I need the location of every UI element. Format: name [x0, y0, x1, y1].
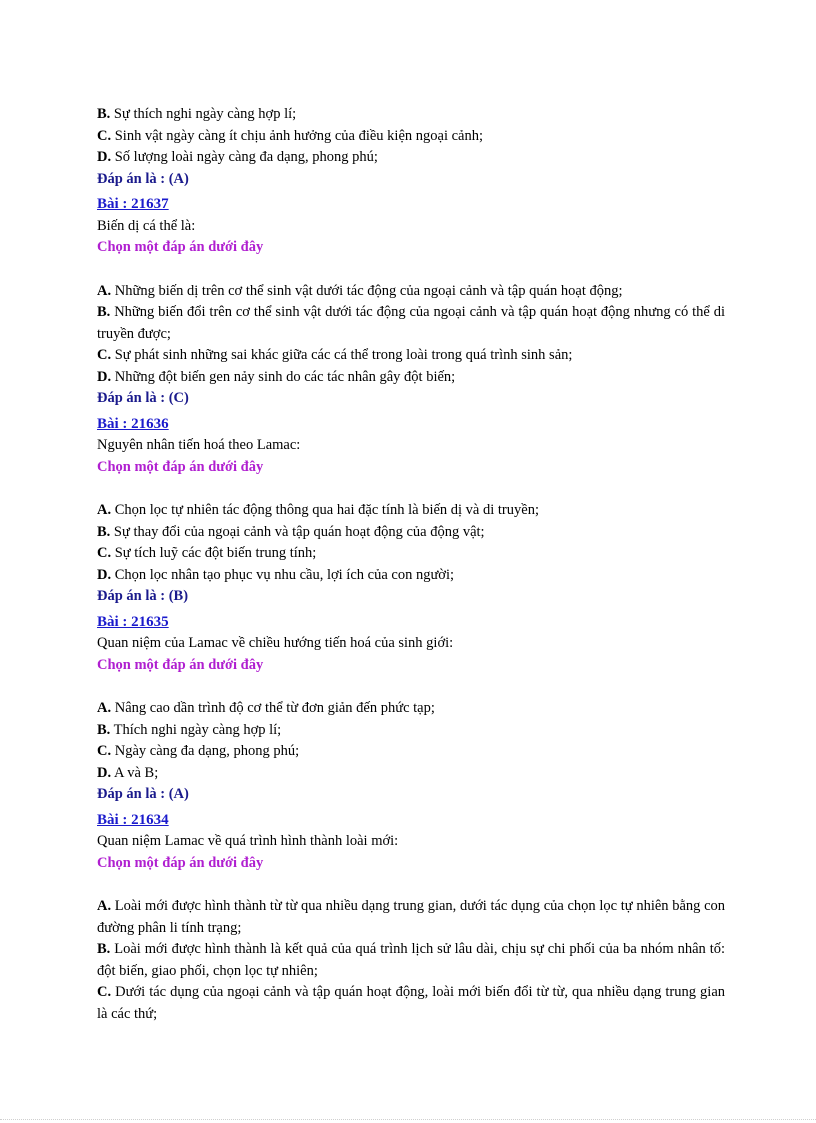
option-text: Những biến dị trên cơ thể sinh vật dưới tác động của ngoại cảnh và tập quán hoạt động; [114, 282, 623, 299]
answer-line: Đáp án là : (C) [97, 390, 189, 406]
option-letter: A. [97, 502, 112, 518]
page-bottom-divider [0, 1119, 816, 1120]
question-title [97, 194, 725, 216]
option-text: Sự phát sinh những sai khác giữa các cá thể trong loài trong quá trình sinh sản; [114, 347, 573, 363]
option-text: Chọn lọc tự nhiên tác động thông qua hai đặc tính là biến dị và di truyền; [114, 502, 539, 518]
choose-label: Chọn một đáp án dưới đây [97, 656, 264, 673]
option-line [97, 763, 725, 785]
question-prompt: Biến dị cá thể là: [97, 217, 196, 234]
question-title [97, 612, 725, 634]
option-letter: B. [97, 106, 111, 122]
choose-label: Chọn một đáp án dưới đây [97, 239, 264, 255]
question-title-link[interactable]: Bài : 21637 [97, 196, 169, 212]
spacer [97, 676, 725, 698]
question-title [97, 810, 725, 832]
option-text: Loài mới được hình thành từ từ qua nhiều dạng trung gian, dưới tác dụng của chọn lọc tự nhiên bằng con đường phân li tính trạng; [97, 898, 726, 936]
option-text: Nâng cao dần trình độ cơ thể từ đơn giản đến phức tạp; [114, 700, 435, 716]
question-prompt: Nguyên nhân tiến hoá theo Lamac: [97, 437, 301, 453]
option-text: Dưới tác dụng của ngoại cảnh và tập quán hoạt động, loài mới biến đổi từ từ, qua nhiều dạng trung gian là các thứ; [97, 984, 726, 1022]
option-text: Những biến đổi trên cơ thể sinh vật dưới tác động của ngoại cảnh và tập quán hoạt động nhưng có thể di truyền được; [97, 304, 725, 342]
choose-label: Chọn một đáp án dưới đây [97, 854, 264, 871]
spacer [97, 478, 725, 500]
option-line [97, 345, 725, 367]
option-letter: B. [97, 523, 111, 540]
option-line [97, 367, 725, 389]
option-letter: B. [97, 304, 111, 320]
option-line [97, 147, 725, 169]
option-line [97, 741, 725, 763]
question-title-link[interactable]: Bài : 21636 [97, 415, 169, 432]
option-letter: C. [97, 545, 112, 561]
choose-label: Chọn một đáp án dưới đây [97, 458, 264, 475]
option-letter: D. [97, 566, 112, 583]
option-text: Những đột biến gen nảy sinh do các tác nhân gây đột biến; [114, 368, 456, 385]
spacer [97, 874, 725, 896]
option-line [97, 939, 725, 982]
option-text: Sự thay đổi của ngoại cảnh và tập quán hoạt động của động vật; [113, 523, 485, 540]
document-page [97, 104, 725, 1025]
option-text: A và B; [113, 764, 159, 781]
option-line [97, 302, 725, 345]
answer-line: Đáp án là : (A) [97, 170, 189, 187]
option-letter: C. [97, 743, 112, 759]
question-title [97, 414, 725, 436]
option-line [97, 720, 725, 742]
option-letter: B. [97, 721, 111, 738]
option-letter: D. [97, 149, 112, 165]
option-letter: A. [97, 898, 112, 914]
option-letter: B. [97, 941, 111, 957]
option-text: Số lượng loài ngày càng đa dạng, phong phú; [114, 149, 378, 165]
answer-line: Đáp án là : (B) [97, 588, 189, 604]
option-text: Sinh vật ngày càng ít chịu ảnh hưởng của điều kiện ngoại cảnh; [114, 127, 483, 144]
answer-line: Đáp án là : (A) [97, 786, 189, 802]
option-letter: C. [97, 127, 112, 144]
option-line [97, 500, 725, 522]
option-letter: D. [97, 764, 112, 781]
option-text: Chọn lọc nhân tạo phục vụ nhu cầu, lợi ích của con người; [114, 566, 455, 583]
option-line [97, 281, 725, 303]
option-text: Thích nghi ngày càng hợp lí; [113, 721, 282, 738]
option-text: Ngày càng đa dạng, phong phú; [114, 743, 300, 759]
option-letter: C. [97, 347, 112, 363]
option-letter: D. [97, 368, 112, 385]
option-letter: C. [97, 984, 112, 1000]
option-letter: A. [97, 700, 112, 716]
option-text: Sự thích nghi ngày càng hợp lí; [113, 106, 297, 122]
option-letter: A. [97, 282, 112, 299]
option-line [97, 698, 725, 720]
option-text: Sự tích luỹ các đột biến trung tính; [114, 545, 317, 561]
option-line [97, 896, 725, 939]
option-line [97, 982, 725, 1025]
question-title-link[interactable]: Bài : 21635 [97, 613, 169, 630]
option-line [97, 104, 725, 126]
option-line [97, 522, 725, 544]
question-title-link[interactable]: Bài : 21634 [97, 811, 169, 828]
option-text: Loài mới được hình thành là kết quả của quá trình lịch sử lâu dài, chịu sự chi phối của ba nhóm nhân tố: đột biến, giao phối, chọn lọc tự nhiên; [97, 941, 726, 979]
option-line [97, 126, 725, 148]
question-prompt: Quan niệm của Lamac về chiều hướng tiến hoá của sinh giới: [97, 635, 454, 651]
spacer [97, 259, 725, 281]
option-line [97, 565, 725, 587]
question-prompt: Quan niệm Lamac về quá trình hình thành loài mới: [97, 833, 399, 849]
option-line [97, 543, 725, 565]
